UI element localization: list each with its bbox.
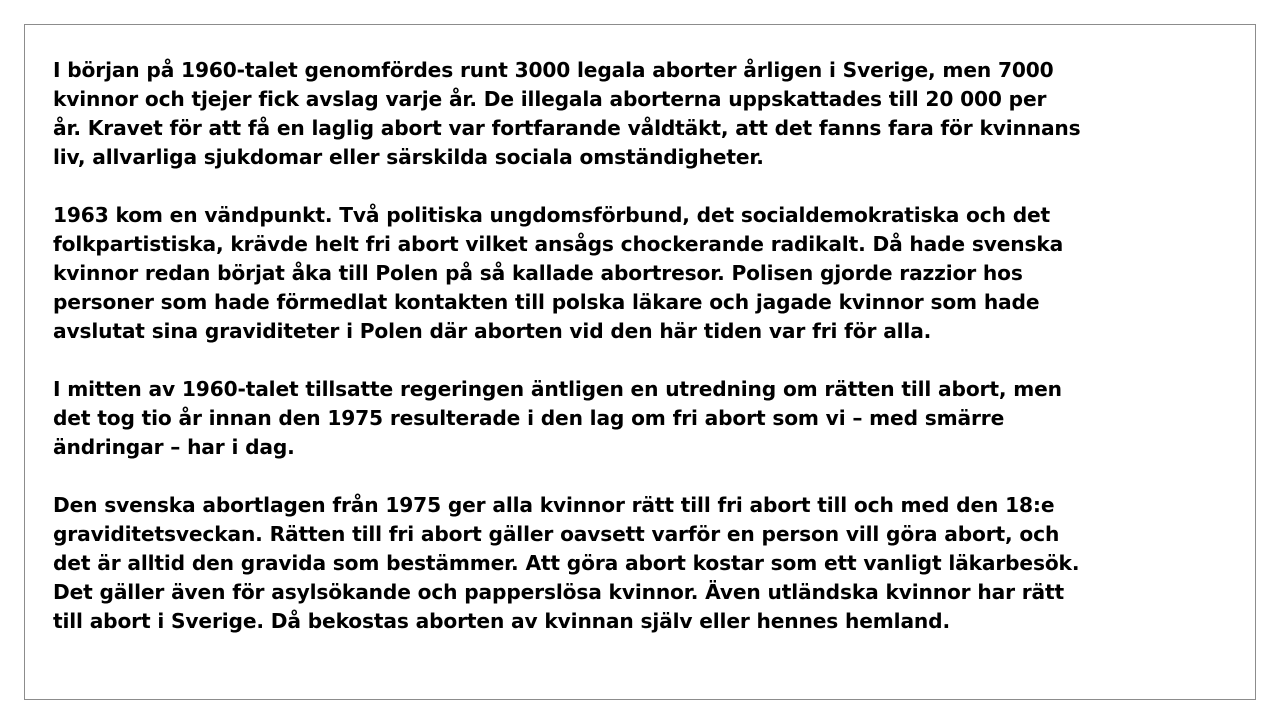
paragraph-2 bbox=[53, 201, 1243, 346]
text-line: det tog tio år innan den 1975 resulterade i den lag om fri abort som vi – med smärre bbox=[53, 406, 1005, 430]
text-line: I början på 1960-talet genomfördes runt 3000 legala aborter årligen i Sverige, men 7000 bbox=[53, 58, 1054, 82]
text-line: det är alltid den gravida som bestämmer. Att göra abort kostar som ett vanligt läkarbesök. bbox=[53, 551, 1080, 575]
text-line: kvinnor och tjejer fick avslag varje år. De illegala aborterna uppskattades till 20 000 per bbox=[53, 87, 1047, 111]
text-line: avslutat sina graviditeter i Polen där aborten vid den här tiden var fri för alla. bbox=[53, 319, 932, 343]
text-line: personer som hade förmedlat kontakten till polska läkare och jagade kvinnor som hade bbox=[53, 290, 1040, 314]
paragraph-3 bbox=[53, 375, 1243, 462]
text-line: ändringar – har i dag. bbox=[53, 435, 295, 459]
paragraph-1 bbox=[53, 56, 1243, 172]
text-line: Den svenska abortlagen från 1975 ger alla kvinnor rätt till fri abort till och med den 18:e bbox=[53, 493, 1055, 517]
text-line: liv, allvarliga sjukdomar eller särskilda sociala omständigheter. bbox=[53, 145, 764, 169]
text-line: till abort i Sverige. Då bekostas aborten av kvinnan själv eller hennes hemland. bbox=[53, 609, 950, 633]
text-line: I mitten av 1960-talet tillsatte regeringen äntligen en utredning om rätten till abort, men bbox=[53, 377, 1062, 401]
text-line: folkpartistiska, krävde helt fri abort vilket ansågs chockerande radikalt. Då hade svenska bbox=[53, 232, 1064, 256]
slide-text-body bbox=[53, 56, 1243, 665]
text-line: år. Kravet för att få en laglig abort var fortfarande våldtäkt, att det fanns fara för kvinnans bbox=[53, 116, 1081, 140]
text-line: 1963 kom en vändpunkt. Två politiska ungdomsförbund, det socialdemokratiska och det bbox=[53, 203, 1051, 227]
text-line: Det gäller även för asylsökande och papperslösa kvinnor. Även utländska kvinnor har rätt bbox=[53, 580, 1065, 604]
slide bbox=[24, 24, 1256, 700]
text-line: graviditetsveckan. Rätten till fri abort gäller oavsett varför en person vill göra abort, och bbox=[53, 522, 1060, 546]
text-line: kvinnor redan börjat åka till Polen på så kallade abortresor. Polisen gjorde razzior hos bbox=[53, 261, 1023, 285]
paragraph-4 bbox=[53, 491, 1243, 636]
